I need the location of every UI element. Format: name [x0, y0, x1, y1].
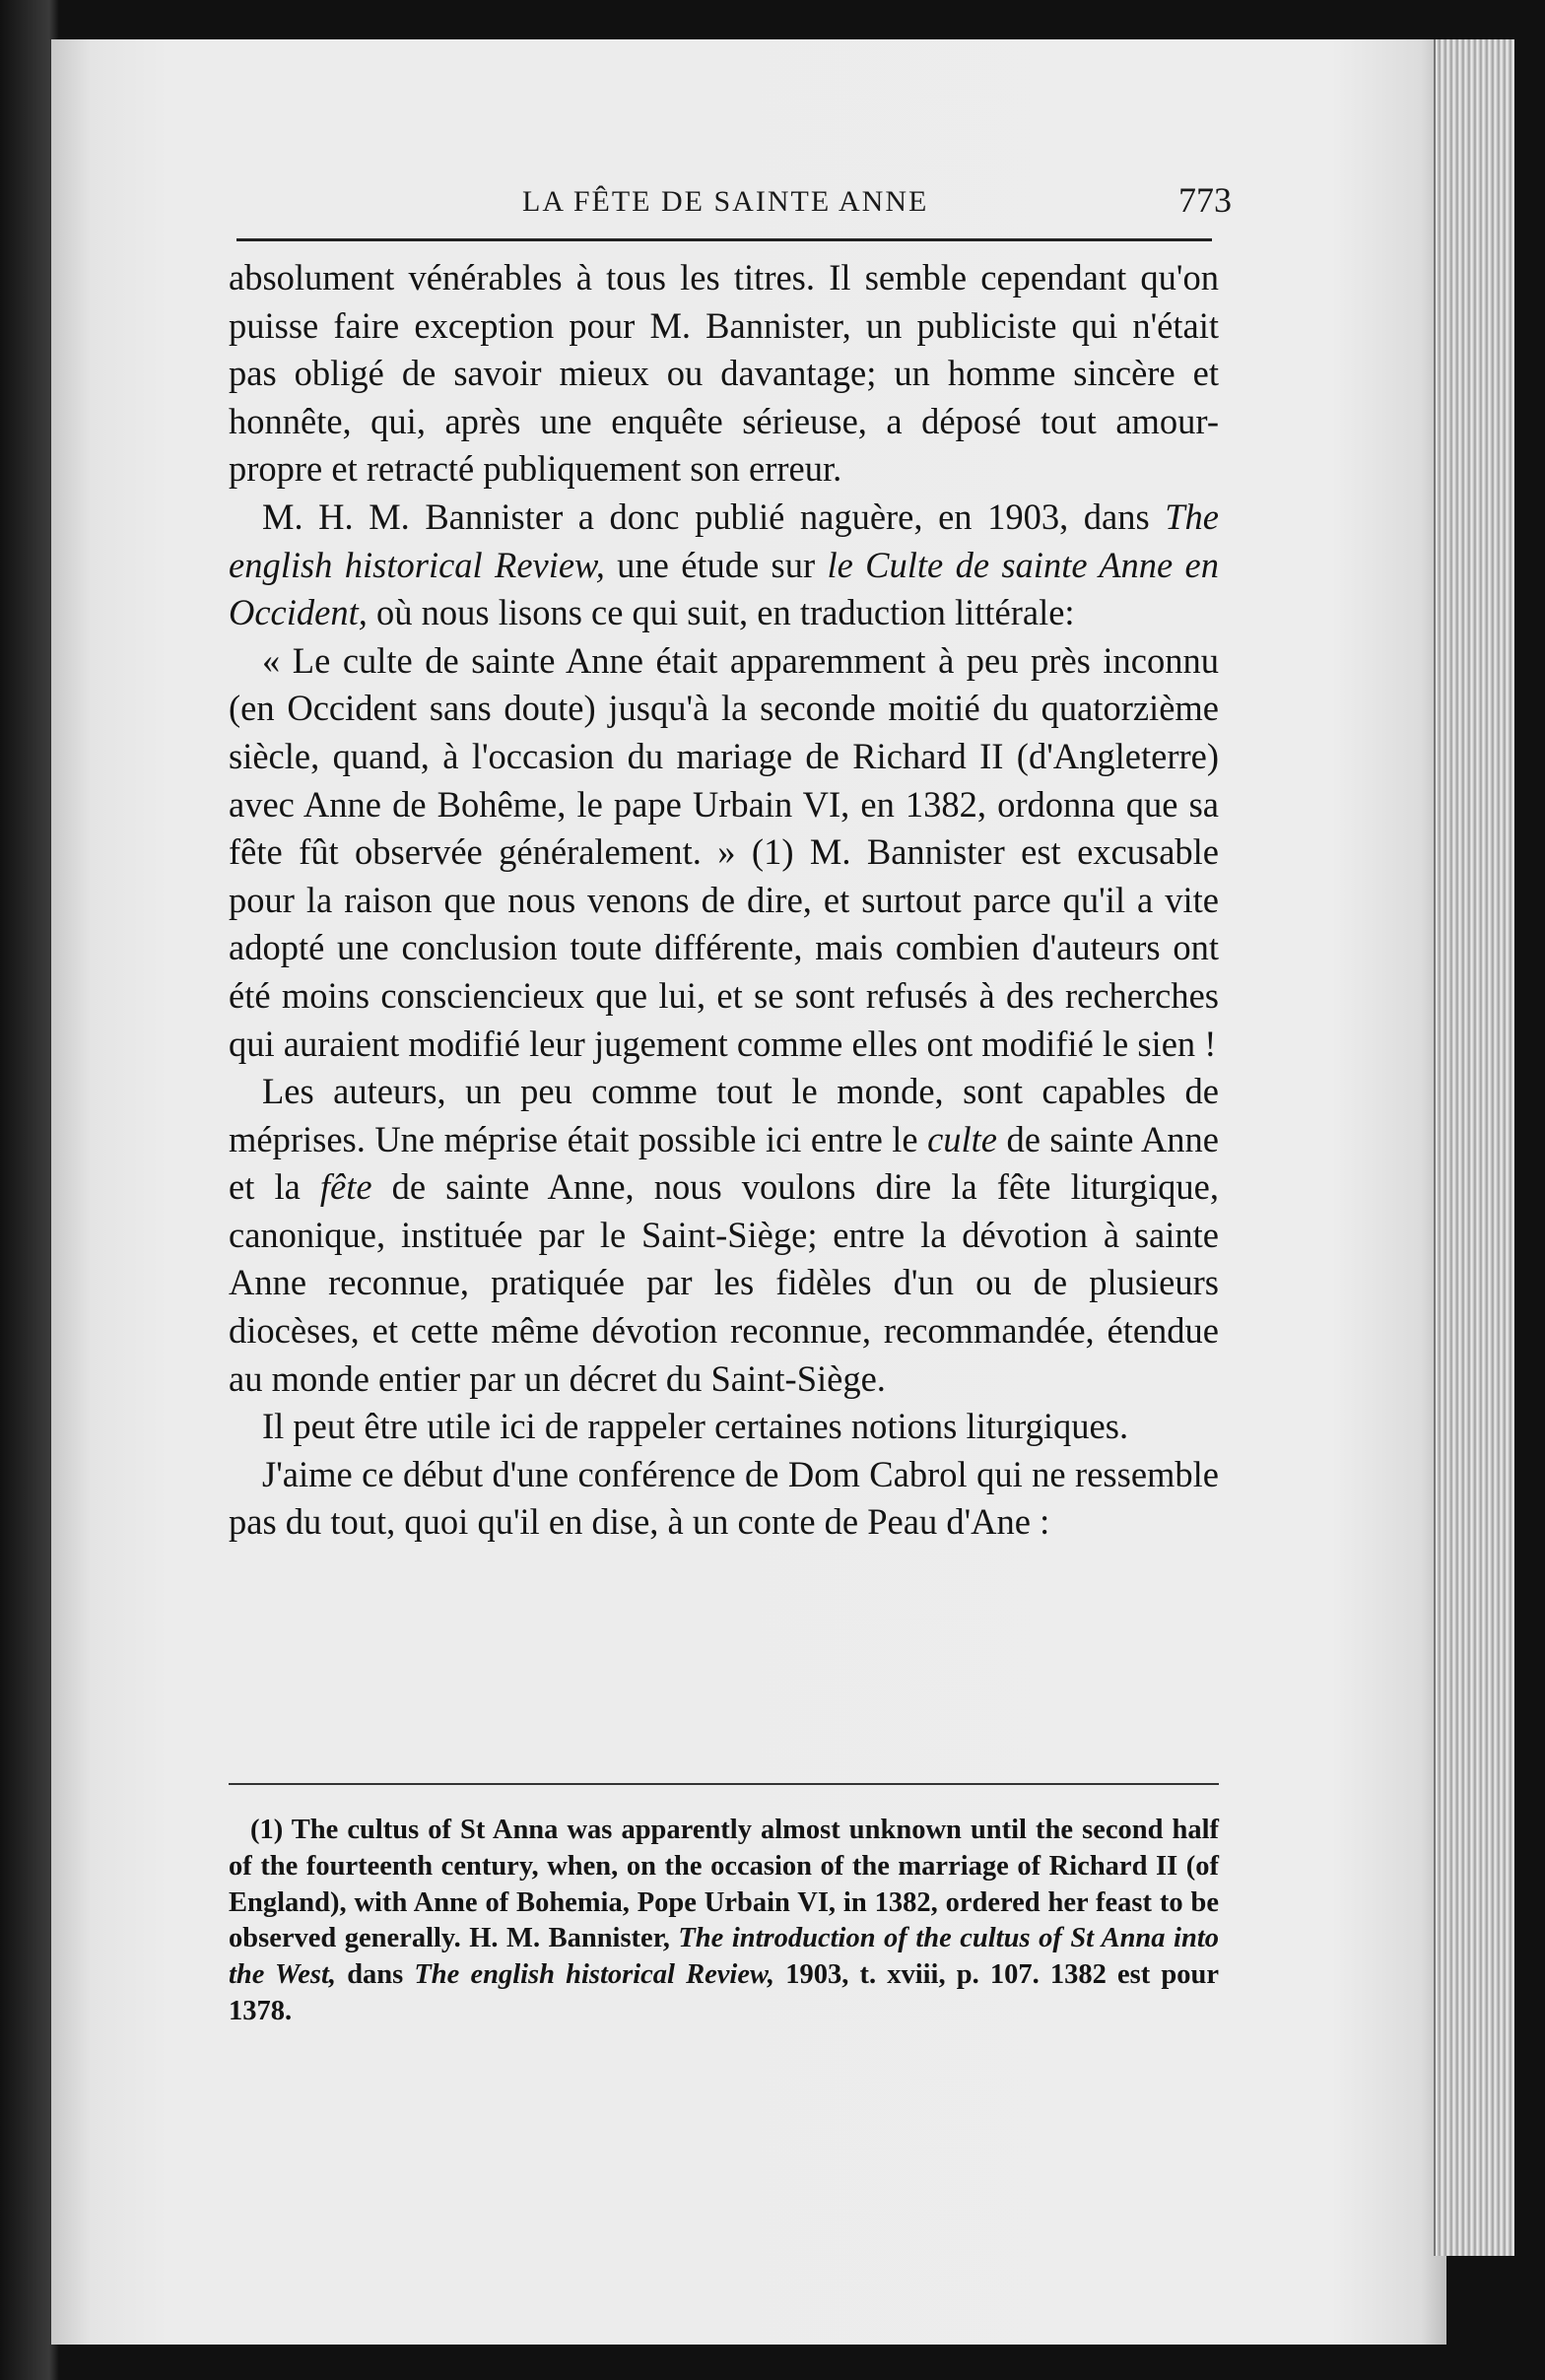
footnote-text-b: dans: [336, 1959, 415, 1991]
running-title: LA FÊTE DE SAINTE ANNE: [522, 185, 929, 218]
header-rule: [236, 238, 1212, 241]
journal-title: The english historical Review,: [229, 496, 1219, 585]
paragraph-2-text-b: une étude sur: [604, 544, 828, 585]
paragraph-4-text-b: de sainte Anne et la: [229, 1118, 1219, 1208]
page-header: [236, 179, 1232, 238]
paragraph-1: absolument vénérables à tous les titres. Il semble cependant qu'on puisse faire exception pour M. Bannister, un publiciste qui n'était pas obligé de savoir mieux ou davantage; un homme sincère et honnête, qui, après une enquête sérieuse, a déposé tout amour-propre et retracté publiquement son erreur.: [229, 257, 1219, 490]
paragraph-4-text-c: de sainte Anne, nous voulons dire la fête liturgique, canonique, instituée par le Saint-Siège; entre la dévotion à sainte Anne reconnue, pratiquée par les fidèles d'un ou de plusieurs diocèses, et cette même dévotion reconnue, recommandée, étendue au monde entier par un décret du Saint-Siège.: [229, 1166, 1219, 1399]
paragraph-2-text-c: où nous lisons ce qui suit, en traduction littérale:: [367, 592, 1075, 633]
footnote: [229, 1813, 1219, 2030]
paragraph-6: J'aime ce début d'une conférence de Dom Cabrol qui ne ressemble pas du tout, quoi qu'il en dise, à un conte de Peau d'Ane :: [229, 1453, 1219, 1543]
paragraph-2: [229, 494, 1219, 637]
footnote-text-a: (1) The cultus of St Anna was apparently almost unknown until the second half of the fourteenth century, when, on the occasion of the marriage of Richard II (of England), with Anne of Bohemia, Pope Urbain VI, in 1382, ordered her feast to be observed generally. H. M. Bannister,: [229, 1815, 1219, 1954]
page-edges: [1434, 39, 1514, 2256]
study-title: le Culte de sainte Anne en Occident,: [229, 544, 1219, 633]
page-number: 773: [1178, 180, 1232, 220]
footnote-1: [229, 1813, 1219, 2030]
paragraph-5: Il peut être utile ici de rappeler certaines notions liturgiques.: [262, 1406, 1129, 1447]
footnote-work-title: The introduction of the cultus of St Anna into the West,: [229, 1923, 1219, 1991]
paragraph-4-text-a: Les auteurs, un peu comme tout le monde, sont capables de méprises. Une méprise était possible ici entre le: [229, 1071, 1219, 1159]
footnote-text-c: 1903, t. xviii, p. 107. 1382 est pour 1378.: [229, 1959, 1219, 2026]
culte-word: culte: [927, 1118, 997, 1159]
footnote-journal-title: The english historical Review,: [414, 1959, 775, 1991]
footnote-rule: [229, 1783, 1219, 1785]
paragraph-3: « Le culte de sainte Anne était apparemment à peu près inconnu (en Occident sans doute) jusqu'à la seconde moitié du quatorzième siècle, quand, à l'occasion du mariage de Richard II (d'Angleterre) avec Anne de Bohême, le pape Urbain VI, en 1382, ordonna que sa fête fût observée généralement. » (1) M. Bannister est excusable pour la raison que nous venons de dire, et surtout parce qu'il a vite adopté une conclusion toute différente, mais combien d'auteurs ont été moins consciencieux que lui, et se sont refusés à des recherches qui auraient modifié leur jugement comme elles ont modifié le sien !: [229, 639, 1219, 1064]
fete-word: fête: [319, 1166, 372, 1208]
paragraph-4: [229, 1068, 1219, 1403]
main-text: [229, 254, 1219, 1547]
paragraph-2-text-a: M. H. M. Bannister a donc publié naguère, en 1903, dans: [262, 496, 1166, 537]
